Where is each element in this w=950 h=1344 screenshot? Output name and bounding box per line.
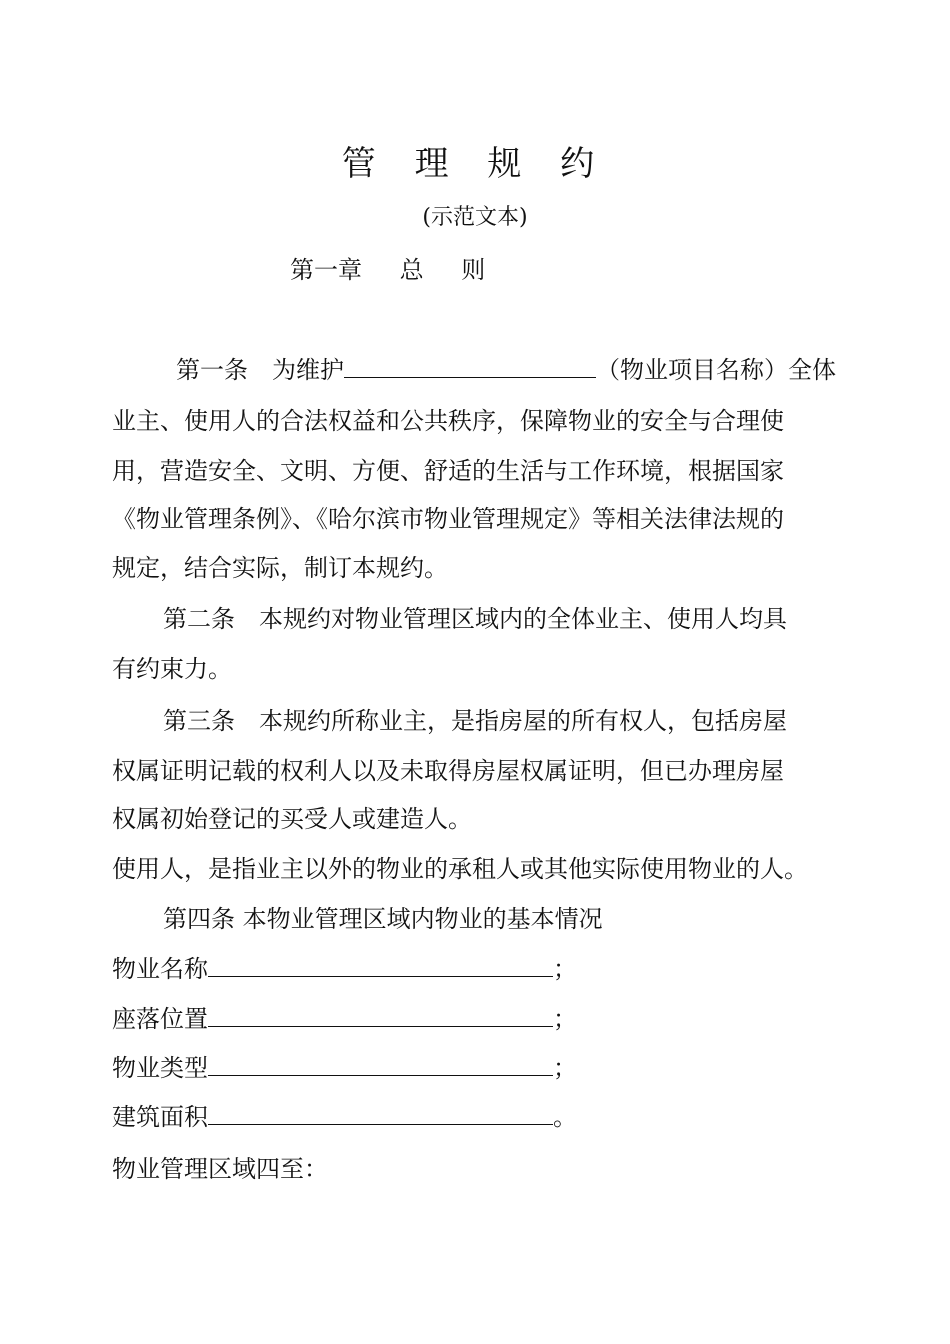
field-label: 物业类型 xyxy=(112,1054,208,1082)
location-field xyxy=(112,999,577,1034)
article-1-line: 业主、使用人的合法权益和公共秩序，保障物业的安全与合理使 xyxy=(112,407,784,435)
article-1-line: 规定，结合实际，制订本规约。 xyxy=(112,554,448,582)
property-name-input[interactable] xyxy=(208,954,553,977)
article-3-line: 使用人，是指业主以外的物业的承租人或其他实际使用物业的人。 xyxy=(112,855,808,883)
field-end-mark: 。 xyxy=(553,1103,577,1131)
article-1-after-blank: （物业项目名称）全体 xyxy=(596,356,836,384)
floor-area-field xyxy=(112,1097,577,1132)
article-2-line: 有约束力。 xyxy=(112,655,232,683)
document-title: 管 理 规 约 xyxy=(341,144,609,184)
property-name-field xyxy=(112,949,577,984)
location-input[interactable] xyxy=(208,1004,553,1027)
property-name-blank[interactable] xyxy=(344,355,596,378)
article-2-line: 第二条 本规约对物业管理区域内的全体业主、使用人均具 xyxy=(163,605,787,633)
property-type-field xyxy=(112,1048,577,1083)
article-3-line: 第三条 本规约所称业主，是指房屋的所有权人，包括房屋 xyxy=(163,707,787,735)
property-type-input[interactable] xyxy=(208,1053,553,1076)
chapter-heading: 第一章 总 则 xyxy=(290,256,486,284)
field-end-mark: ； xyxy=(553,1005,577,1033)
article-1-line: 用，营造安全、文明、方便、舒适的生活与工作环境，根据国家 xyxy=(112,457,784,485)
field-end-mark: ； xyxy=(553,955,577,983)
article-1-head: 第一条 为维护 xyxy=(176,356,344,384)
article-1-first-line xyxy=(176,350,836,385)
floor-area-input[interactable] xyxy=(208,1102,553,1125)
article-3-line: 权属初始登记的买受人或建造人。 xyxy=(112,805,472,833)
article-3-line: 权属证明记载的权利人以及未取得房屋权属证明，但已办理房屋 xyxy=(112,757,784,785)
document-subtitle: (示范文本) xyxy=(422,205,528,230)
field-label: 座落位置 xyxy=(112,1005,208,1033)
boundary-label: 物业管理区域四至： xyxy=(112,1155,328,1183)
field-end-mark: ； xyxy=(553,1054,577,1082)
article-4-head: 第四条 本物业管理区域内物业的基本情况 xyxy=(163,905,603,933)
field-label: 建筑面积 xyxy=(112,1103,208,1131)
article-1-line: 《物业管理条例》、《哈尔滨市物业管理规定》等相关法律法规的 xyxy=(112,505,784,533)
field-label: 物业名称 xyxy=(112,955,208,983)
